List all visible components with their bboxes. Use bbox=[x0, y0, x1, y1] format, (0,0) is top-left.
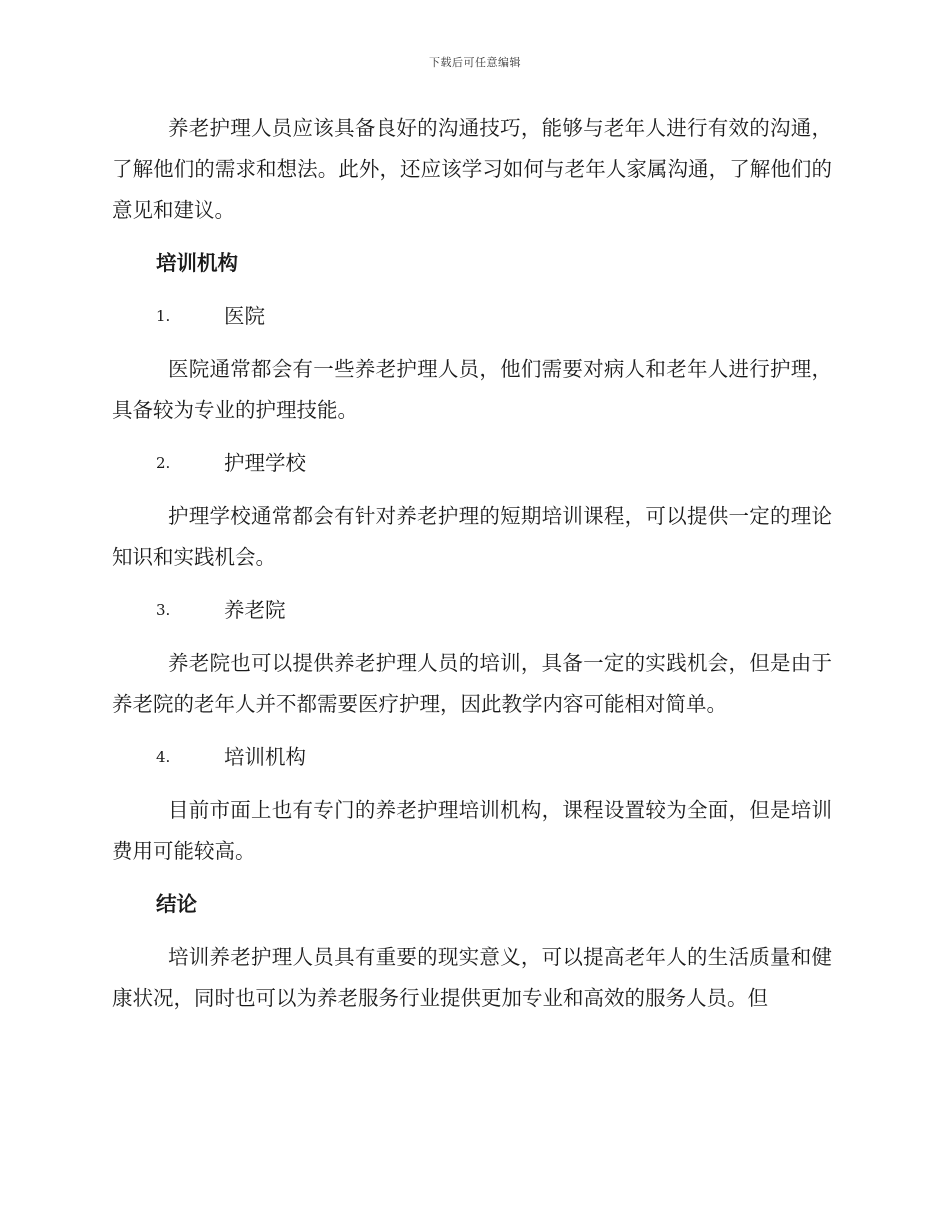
paragraph-communication: 养老护理人员应该具备良好的沟通技巧，能够与老年人进行有效的沟通，了解他们的需求和想法。此外，还应该学习如何与老年人家属沟通，了解他们的意见和建议。 bbox=[112, 116, 832, 222]
paragraph-hospital: 医院通常都会有一些养老护理人员，他们需要对病人和老年人进行护理，具备较为专业的护理技能。 bbox=[112, 357, 832, 422]
list-label: 培训机构 bbox=[224, 745, 306, 769]
list-number: 1. bbox=[156, 307, 171, 325]
paragraph-training-org: 目前市面上也有专门的养老护理培训机构，课程设置较为全面，但是培训费用可能较高。 bbox=[112, 798, 832, 863]
document-body bbox=[112, 108, 832, 1019]
list-item-training-org bbox=[112, 737, 832, 778]
list-number: 3. bbox=[156, 601, 171, 619]
list-number: 2. bbox=[156, 454, 171, 472]
section-heading-conclusion: 结论 bbox=[156, 892, 197, 916]
list-item-nursing-home bbox=[112, 590, 832, 631]
page-header: 下载后可任意编辑 bbox=[429, 56, 521, 69]
section-heading-institutions: 培训机构 bbox=[156, 251, 238, 275]
list-label: 医院 bbox=[224, 304, 265, 328]
list-label: 养老院 bbox=[224, 598, 286, 622]
paragraph-nursing-school: 护理学校通常都会有针对养老护理的短期培训课程，可以提供一定的理论知识和实践机会。 bbox=[112, 504, 832, 569]
paragraph-conclusion: 培训养老护理人员具有重要的现实意义，可以提高老年人的生活质量和健康状况，同时也可以为养老服务行业提供更加专业和高效的服务人员。但 bbox=[112, 945, 832, 1010]
list-label: 护理学校 bbox=[224, 451, 306, 475]
list-item-hospital bbox=[112, 296, 832, 337]
paragraph-nursing-home: 养老院也可以提供养老护理人员的培训，具备一定的实践机会，但是由于养老院的老年人并不都需要医疗护理，因此教学内容可能相对简单。 bbox=[112, 651, 832, 716]
list-item-nursing-school bbox=[112, 443, 832, 484]
list-number: 4. bbox=[156, 748, 171, 766]
